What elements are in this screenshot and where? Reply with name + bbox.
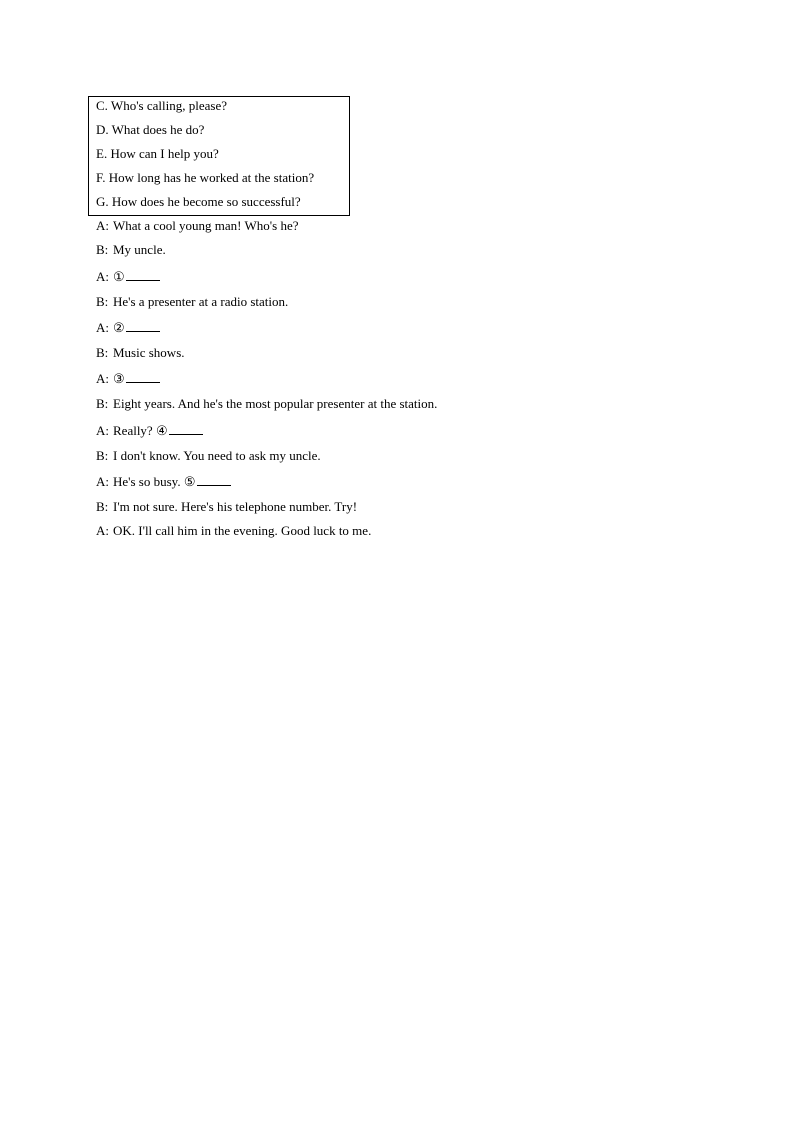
dialogue-line-13 bbox=[96, 522, 371, 540]
speaker-label: A: bbox=[96, 320, 109, 335]
dialogue-line-4 bbox=[96, 293, 288, 311]
speaker-label: A: bbox=[96, 218, 109, 233]
answer-blank-2[interactable] bbox=[126, 318, 160, 332]
line-text: He's so busy. ⑤ bbox=[113, 474, 196, 489]
speaker-label: B: bbox=[96, 448, 109, 463]
line-text: OK. I'll call him in the evening. Good luck to me. bbox=[113, 523, 372, 538]
line-text: Really? ④ bbox=[113, 423, 168, 438]
line-text: What a cool young man! Who's he? bbox=[113, 218, 299, 233]
answer-blank-5[interactable] bbox=[197, 472, 231, 486]
dialogue-line-8 bbox=[96, 395, 437, 413]
dialogue-line-2 bbox=[96, 241, 166, 259]
dialogue-line-12 bbox=[96, 498, 357, 516]
line-text: Music shows. bbox=[113, 345, 185, 360]
dialogue-line-3 bbox=[96, 267, 160, 285]
speaker-label: A: bbox=[96, 474, 109, 489]
option-f: F. How long has he worked at the station? bbox=[96, 170, 315, 185]
speaker-label: B: bbox=[96, 242, 109, 257]
dialogue-line-11 bbox=[96, 472, 231, 490]
dialogue-line-7 bbox=[96, 369, 160, 387]
line-text: ① bbox=[113, 269, 125, 284]
answer-blank-1[interactable] bbox=[126, 267, 160, 281]
answer-blank-3[interactable] bbox=[126, 369, 160, 383]
option-d: D. What does he do? bbox=[96, 122, 205, 137]
option-e: E. How can I help you? bbox=[96, 146, 219, 161]
option-g: G. How does he become so successful? bbox=[96, 194, 301, 209]
speaker-label: B: bbox=[96, 294, 109, 309]
option-c: C. Who's calling, please? bbox=[96, 98, 227, 113]
speaker-label: A: bbox=[96, 423, 109, 438]
line-text: Eight years. And he's the most popular presenter at the station. bbox=[113, 396, 438, 411]
line-text: I don't know. You need to ask my uncle. bbox=[113, 448, 321, 463]
speaker-label: A: bbox=[96, 523, 109, 538]
options-box bbox=[88, 96, 350, 216]
line-text: My uncle. bbox=[113, 242, 166, 257]
speaker-label: A: bbox=[96, 269, 109, 284]
line-text: I'm not sure. Here's his telephone number. Try! bbox=[113, 499, 358, 514]
speaker-label: B: bbox=[96, 345, 109, 360]
answer-blank-4[interactable] bbox=[169, 421, 203, 435]
dialogue-line-10 bbox=[96, 447, 321, 465]
line-text: ② bbox=[113, 320, 125, 335]
dialogue-line-5 bbox=[96, 318, 160, 336]
speaker-label: B: bbox=[96, 499, 109, 514]
speaker-label: A: bbox=[96, 371, 109, 386]
speaker-label: B: bbox=[96, 396, 109, 411]
dialogue-line-1 bbox=[96, 217, 299, 235]
dialogue-line-6 bbox=[96, 344, 185, 362]
line-text: He's a presenter at a radio station. bbox=[113, 294, 289, 309]
line-text: ③ bbox=[113, 371, 125, 386]
dialogue-line-9 bbox=[96, 421, 203, 439]
